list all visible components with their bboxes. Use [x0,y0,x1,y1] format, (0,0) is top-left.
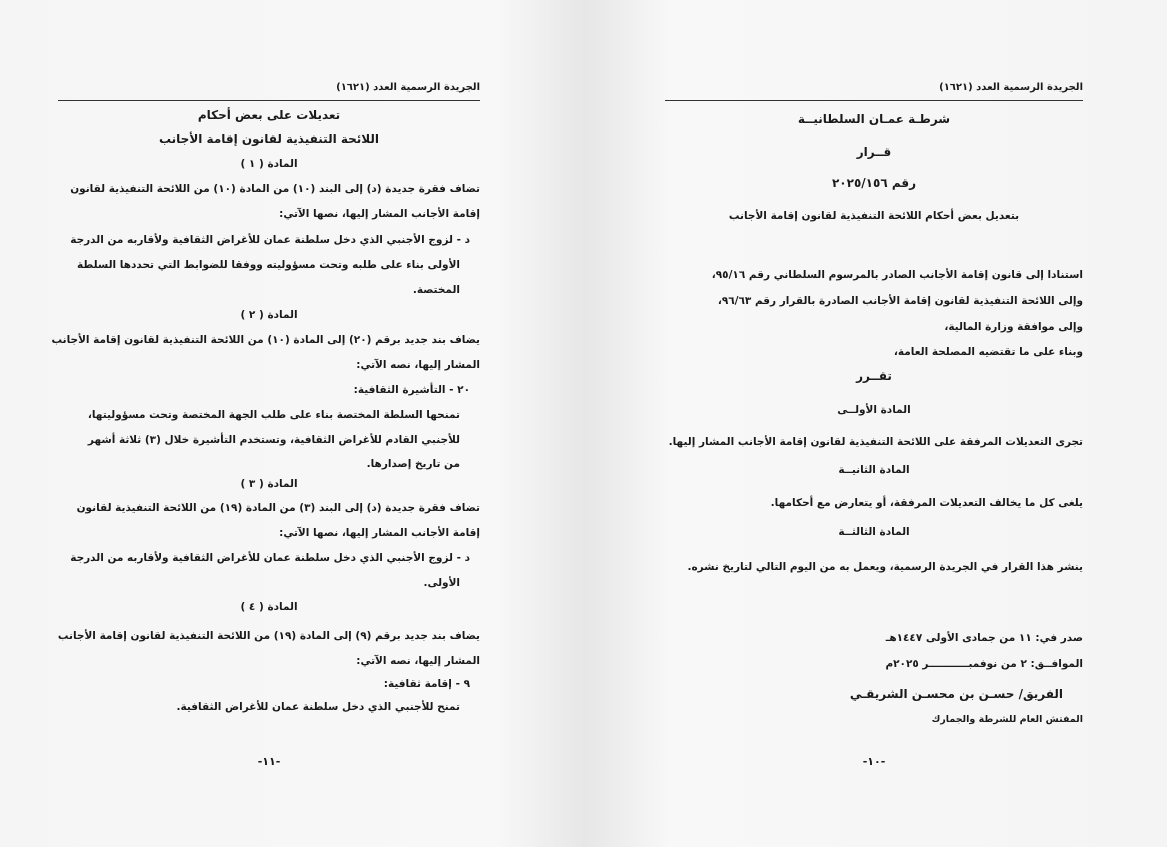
article-4-item-line: تمنح للأجنبي الذي دخل سلطنة عمان للأغراض الثقافية. [176,701,460,713]
page-header: الجريدة الرسمية العدد (١٦٢١) [58,82,480,101]
page-number: -١١- [257,755,281,768]
preamble-line: استنادا إلى قانون إقامة الأجانب الصادر بالمرسوم السلطاني رقم ٩٥/١٦، [711,269,1083,281]
article-third-heading: المادة الثالثــة [838,526,910,538]
article-2-item-line: تمنحها السلطة المختصة بناء على طلب الجهة المختصة وتحت مسؤوليتها، [87,409,460,421]
page-number: -١٠- [862,755,886,768]
decision-number: رقم ٢٠٢٥/١٥٦ [831,176,916,190]
article-2-text-line: يضاف بند جديد برقم (٢٠) إلى المادة (١٠) من اللائحة التنفيذية لقانون إقامة الأجانب [51,334,480,346]
issue-date-gregorian: الموافــق: ٢ من نوفمبـــــــــــر ٢٠٢٥م [885,658,1083,670]
issue-date-hijri: صدر في: ١١ من جمادى الأولى ١٤٤٧هـ [885,632,1083,644]
page-header: الجريدة الرسمية العدد (١٦٢١) [665,82,1083,101]
article-1-clause-line: الأولى بناء على طلبه وتحت مسؤوليته ووفقا للضوابط التي تحددها السلطة [77,259,460,271]
article-third-text: ينشر هذا القرار في الجريدة الرسمية، ويعمل به من اليوم التالي لتاريخ نشره. [687,561,1083,573]
issuing-authority: شرطـة عمـان السلطانيــة [797,112,951,126]
article-second-heading: المادة الثانيــة [838,464,910,476]
article-1-clause-line: المختصة. [412,284,460,296]
article-4-text-line: المشار إليها، نصه الآتي: [356,655,480,667]
article-2-heading: المادة ( ٢ ) [240,309,298,321]
article-2-item-line: من تاريخ إصدارها. [366,458,460,470]
amendments-title-line-2: اللائحة التنفيذية لقانون إقامة الأجانب [158,132,380,146]
article-2-item-line: للأجنبي القادم للأغراض الثقافية، وتستخدم التأشيرة خلال (٣) ثلاثة أشهر [87,434,460,446]
decides-heading: تقــرر [856,369,892,383]
amendments-title-line-1: تعديلات على بعض أحكام [197,108,341,122]
preamble-line: وإلى موافقة وزارة المالية، [944,321,1083,333]
page-10 [583,0,1167,847]
article-first-heading: المادة الأولــى [837,404,911,416]
article-3-text-line: إقامة الأجانب المشار إليها، نصها الآتي: [279,527,480,539]
article-3-clause-line: د - لزوج الأجنبي الذي دخل سلطنة عمان للأغراض الثقافية ولأقاربه من الدرجة [70,552,470,564]
article-1-text-line: إقامة الأجانب المشار إليها، نصها الآتي: [279,208,480,220]
article-1-clause-line: د - لزوج الأجنبي الذي دخل سلطنة عمان للأغراض الثقافية ولأقاربه من الدرجة [70,234,470,246]
article-3-text-line: تضاف فقرة جديدة (د) إلى البند (٣) من المادة (١٩) من اللائحة التنفيذية لقانون [76,502,480,514]
article-3-clause-line: الأولى. [423,577,460,589]
article-second-text: يلغى كل ما يخالف التعديلات المرفقة، أو يتعارض مع أحكامها. [770,497,1083,509]
decision-subject: بتعديل بعض أحكام اللائحة التنفيذية لقانون إقامة الأجانب [728,210,1020,222]
signatory-title: المفتش العام للشرطة والجمارك [931,714,1083,725]
article-3-heading: المادة ( ٣ ) [240,478,298,490]
article-4-item-line: ٩ - إقامة ثقافية: [383,678,470,690]
article-first-text: تجرى التعديلات المرفقة على اللائحة التنفيذية لقانون إقامة الأجانب المشار إليها. [668,436,1083,448]
article-2-text-line: المشار إليها، نصه الآتي: [356,359,480,371]
article-1-text-line: تضاف فقرة جديدة (د) إلى البند (١٠) من المادة (١٠) من اللائحة التنفيذية لقانون [70,183,480,195]
preamble-line: وبناء على ما تقتضيه المصلحة العامة، [893,346,1083,358]
article-2-item-line: ٢٠ - التأشيرة الثقافية: [353,384,470,396]
preamble-line: وإلى اللائحة التنفيذية لقانون إقامة الأجانب الصادرة بالقرار رقم ٩٦/٦٣، [717,295,1083,307]
article-1-heading: المادة ( ١ ) [240,158,298,170]
page-11 [0,0,583,847]
article-4-text-line: يضاف بند جديد برقم (٩) إلى المادة (١٩) من اللائحة التنفيذية لقانون إقامة الأجانب [57,630,480,642]
article-4-heading: المادة ( ٤ ) [240,601,298,613]
document-type: قــرار [856,145,892,159]
signatory-name: الفريق/ حسـن بن محسـن الشريقـي [849,687,1063,701]
